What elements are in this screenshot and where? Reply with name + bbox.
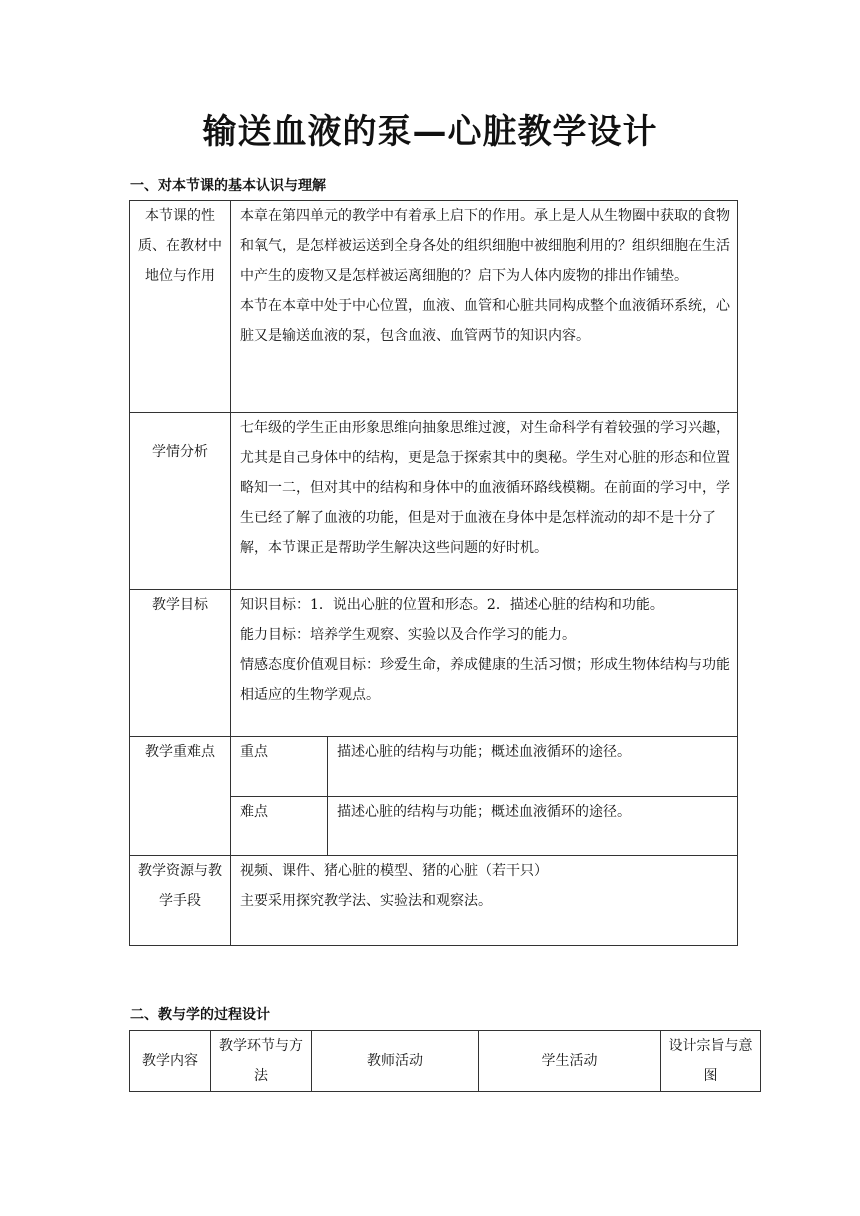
document-title: 输送血液的泵—心脏教学设计: [202, 112, 658, 152]
row-content-objectives: [231, 590, 738, 737]
resources-paragraph-1: 视频、课件、猪心脏的模型、猪的心脏（若干只）: [240, 863, 548, 879]
resources-paragraph-2: 主要采用探究教学法、实验法和观察法。: [240, 893, 492, 909]
section-heading-basic-understanding: 一、对本节课的基本认识与理解: [130, 178, 326, 194]
basic-understanding-table: [129, 200, 738, 946]
table-row-learner-analysis: [130, 413, 738, 590]
position-paragraph-1: 本章在第四单元的教学中有着承上启下的作用。承上是人从生物圈中获取的食物和氧气，是怎样被运送到全身各处的组织细胞中被细胞利用的？组织细胞在生活中产生的废物又是怎样被运离细胞的？启下为人体内废物的排出作铺垫。: [240, 208, 730, 284]
table-row-key-point: [130, 737, 738, 797]
objective-attitude: 情感态度价值观目标：珍爱生命，养成健康的生活习惯；形成生物体结构与功能相适应的生物学观点。: [240, 657, 730, 703]
header-teacher-activity: 教师活动: [312, 1031, 479, 1092]
table-row-resources: [130, 856, 738, 946]
row-label-learner-analysis: 学情分析: [130, 413, 231, 590]
row-label-position: 本节课的性质、在教材中地位与作用: [130, 201, 231, 413]
objective-knowledge: 知识目标：1．说出心脏的位置和形态。2．描述心脏的结构和功能。: [240, 597, 664, 613]
difficult-point-content: 描述心脏的结构与功能；概述血液循环的途径。: [328, 797, 738, 856]
row-label-key-difficult: 教学重难点: [130, 737, 231, 856]
objective-ability: 能力目标：培养学生观察、实验以及合作学习的能力。: [240, 627, 576, 643]
learner-analysis-paragraph: 七年级的学生正由形象思维向抽象思维过渡，对生命科学有着较强的学习兴趣，尤其是自己身体中的结构，更是急于探索其中的奥秘。学生对心脏的形态和位置略知一二，但对其中的结构和身体中的血液循环路线模糊。在前面的学习中，学生已经了解了血液的功能，但是对于血液在身体中是怎样流动的却不是十分了解，本节课正是帮助学生解决这些问题的好时机。: [240, 420, 730, 556]
header-student-activity: 学生活动: [479, 1031, 661, 1092]
table-row-position: [130, 201, 738, 413]
difficult-point-label: 难点: [231, 797, 328, 856]
key-point-content: 描述心脏的结构与功能；概述血液循环的途径。: [328, 737, 738, 797]
row-label-objectives: 教学目标: [130, 590, 231, 737]
table-row-objectives: [130, 590, 738, 737]
section-heading-process-design: 二、教与学的过程设计: [130, 1007, 270, 1023]
header-teaching-content: 教学内容: [130, 1031, 211, 1092]
row-content-resources: [231, 856, 738, 946]
row-content-learner-analysis: [231, 413, 738, 590]
process-design-table: [129, 1030, 761, 1092]
position-paragraph-2: 本节在本章中处于中心位置，血液、血管和心脏共同构成整个血液循环系统，心脏又是输送血液的泵，包含血液、血管两节的知识内容。: [240, 298, 730, 344]
header-teaching-method: 教学环节与方法: [211, 1031, 312, 1092]
row-label-resources: 教学资源与教学手段: [130, 856, 231, 946]
row-content-position: [231, 201, 738, 413]
key-point-label: 重点: [231, 737, 328, 797]
header-design-intent: 设计宗旨与意图: [661, 1031, 761, 1092]
process-header-row: [130, 1031, 761, 1092]
